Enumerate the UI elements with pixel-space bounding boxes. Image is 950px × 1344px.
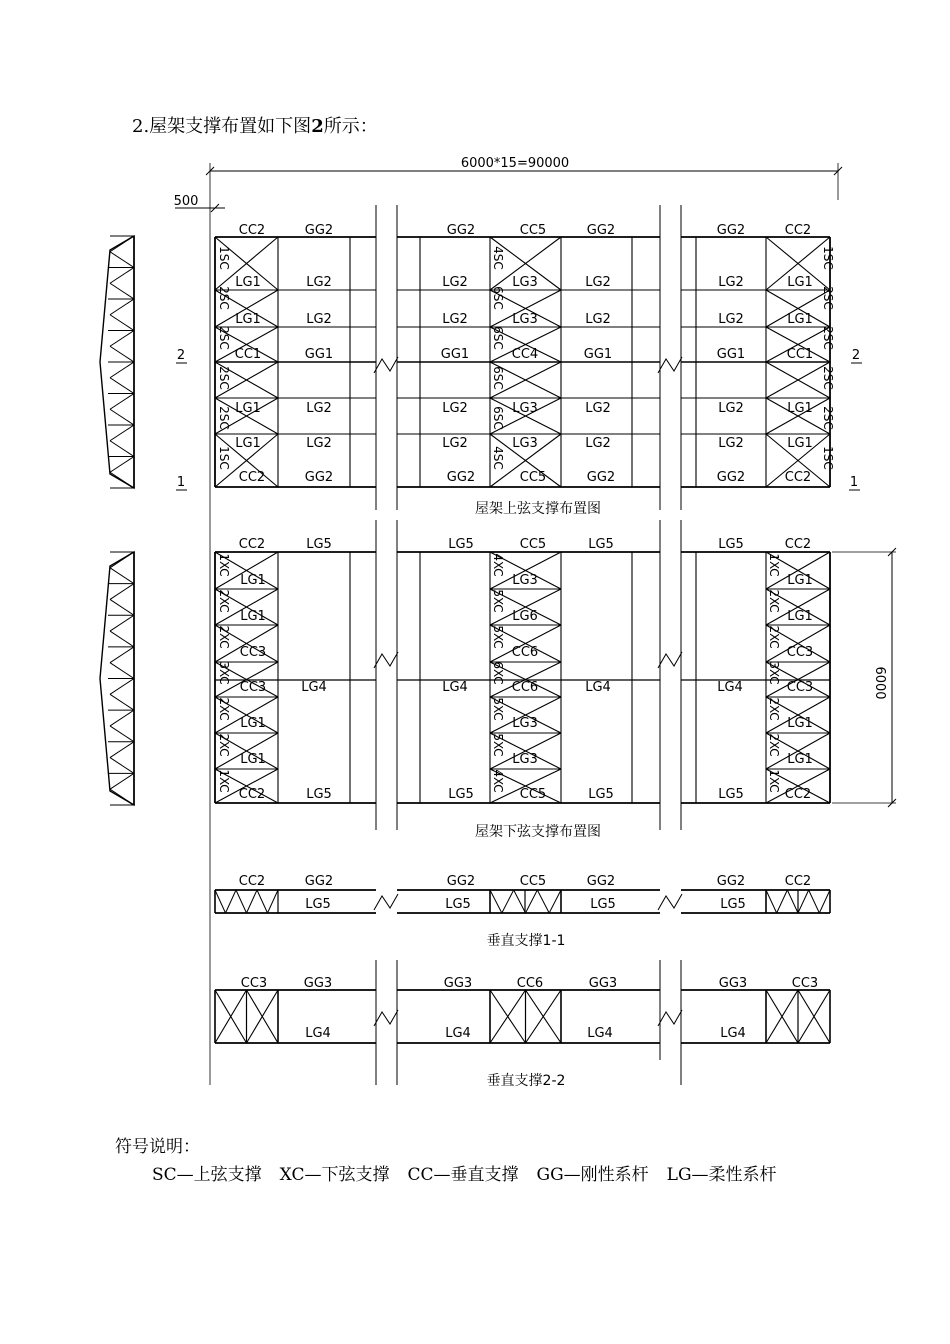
- truss-member: [110, 599, 134, 615]
- bottom-brace-code-left: 2XC: [217, 697, 231, 721]
- top-brace-code-right: 2SC: [821, 286, 835, 310]
- bottom-footer-label: CC2: [238, 787, 266, 802]
- truss-member: [110, 647, 134, 663]
- break-symbol: [658, 652, 682, 668]
- top-row-label: LG2: [585, 312, 611, 327]
- bottom-left-row-label: CC3: [239, 645, 267, 660]
- section-mark-1-left: 1: [176, 475, 186, 490]
- top-row-label: LG2: [585, 436, 611, 451]
- truss-member: [110, 346, 134, 362]
- bottom-brace-code-mid: 4XC: [491, 553, 505, 577]
- caption-vert22: 垂直支撑2-2: [486, 1073, 566, 1089]
- top-brace-code-left: 2SC: [217, 406, 231, 430]
- bottom-header-label: CC2: [238, 537, 266, 552]
- break-symbol: [374, 652, 398, 668]
- bottom-brace-code-mid: 5XC: [491, 625, 505, 649]
- bottom-brace-code-right: 1XC: [767, 553, 781, 577]
- top-row-label: LG2: [718, 436, 744, 451]
- bottom-right-row-label: LG1: [787, 716, 813, 731]
- bottom-brace-code-right: 2XC: [767, 697, 781, 721]
- bottom-footer-label: LG5: [718, 787, 744, 802]
- bottom-mid-row-label: LG3: [512, 752, 538, 767]
- vert22-bottom-label: LG4: [445, 1026, 471, 1041]
- bottom-brace-code-right: 1XC: [767, 769, 781, 793]
- top-row-label: LG2: [306, 312, 332, 327]
- bottom-mid-row-label: CC6: [511, 645, 539, 660]
- truss-member: [110, 789, 134, 805]
- intro-prefix: 2.屋架支撑布置如下图: [132, 116, 312, 137]
- top-brace-code-right: 2SC: [821, 406, 835, 430]
- bottom-mid-label: CC6: [511, 680, 539, 695]
- top-row-label: GG1: [716, 347, 746, 362]
- vert11-web: [526, 890, 538, 913]
- top-brace-code-mid: 6SC: [491, 406, 505, 430]
- top-row-label: LG1: [787, 312, 813, 327]
- bottom-header-label: CC2: [784, 537, 812, 552]
- vert11-web: [268, 890, 279, 913]
- vert22-top-label: CC6: [516, 976, 544, 991]
- top-row-label: LG3: [512, 401, 538, 416]
- dimension-height-label: 6000: [872, 666, 887, 700]
- top-row-label: LG3: [512, 275, 538, 290]
- truss-member: [110, 394, 134, 410]
- truss-member: [110, 663, 134, 679]
- truss-member: [110, 584, 134, 600]
- top-row-label: LG2: [306, 275, 332, 290]
- top-brace-code-left: 2SC: [217, 366, 231, 390]
- bottom-brace-code-right: 2XC: [767, 589, 781, 613]
- intro-suffix: 所示：: [323, 116, 378, 137]
- legend-item-lg: LG—柔性系杆: [666, 1165, 777, 1185]
- top-row-label: LG2: [585, 401, 611, 416]
- bottom-right-row-label: LG1: [787, 609, 813, 624]
- truss-member: [110, 378, 134, 394]
- truss-member: [110, 425, 134, 441]
- bottom-brace-code-left: 1XC: [217, 769, 231, 793]
- intro-figure-number: 2: [311, 116, 324, 137]
- bottom-right-row-label: CC3: [786, 645, 814, 660]
- truss-member: [110, 726, 134, 742]
- legend-item-cc: CC—垂直支撑: [407, 1165, 519, 1185]
- top-brace-code-right: 2SC: [821, 326, 835, 350]
- bottom-mid-label: LG4: [585, 680, 611, 695]
- top-row-label: LG2: [306, 401, 332, 416]
- vert11-bottom-label: LG5: [590, 897, 616, 912]
- top-footer-label: GG2: [304, 470, 334, 485]
- vert22-top-label: GG3: [303, 976, 333, 991]
- top-brace-code-left: 2SC: [217, 326, 231, 350]
- vert22-top-label: CC3: [791, 976, 819, 991]
- top-row-label: LG1: [235, 312, 261, 327]
- top-row-label: LG1: [235, 275, 261, 290]
- bottom-brace-code-left: 1XC: [217, 553, 231, 577]
- truss-member: [110, 441, 134, 457]
- bottom-mid-row-label: LG6: [512, 609, 538, 624]
- vert11-web: [502, 890, 514, 913]
- bottom-brace-code-right: 2XC: [767, 733, 781, 757]
- top-row-label: LG2: [442, 275, 468, 290]
- legend-item-sc: SC—上弦支撑: [152, 1165, 262, 1185]
- top-footer-label: GG2: [716, 470, 746, 485]
- top-row-label: LG1: [787, 401, 813, 416]
- break-symbol: [658, 894, 682, 910]
- bottom-header-label: LG5: [718, 537, 744, 552]
- bottom-footer-label: LG5: [306, 787, 332, 802]
- vert11-bottom-label: LG5: [305, 897, 331, 912]
- top-header-label: CC2: [784, 223, 812, 238]
- vert11-web: [766, 890, 777, 913]
- truss-member: [110, 568, 134, 584]
- top-brace-code-mid: 6SC: [491, 326, 505, 350]
- caption-vert11: 垂直支撑1-1: [486, 933, 566, 949]
- bottom-mid-label: LG4: [442, 680, 468, 695]
- vert11-web: [257, 890, 268, 913]
- top-row-label: LG2: [718, 401, 744, 416]
- bottom-brace-code-left: 2XC: [217, 625, 231, 649]
- vert11-top-label: GG2: [716, 874, 746, 889]
- vert22-bottom-label: LG4: [305, 1026, 331, 1041]
- vert11-top-label: CC2: [784, 874, 812, 889]
- truss-member: [110, 299, 134, 315]
- caption-top-plan: 屋架上弦支撑布置图: [475, 501, 601, 517]
- truss-member: [110, 252, 134, 268]
- bottom-brace-code-mid: 5XC: [491, 733, 505, 757]
- bottom-footer-label: CC2: [784, 787, 812, 802]
- legend-title: 符号说明：: [115, 1137, 200, 1157]
- vert11-top-label: GG2: [304, 874, 334, 889]
- bottom-left-row-label: LG1: [240, 609, 266, 624]
- break-symbol: [374, 357, 398, 373]
- bottom-brace-code-right: 3XC: [767, 661, 781, 685]
- bottom-footer-label: CC5: [519, 787, 547, 802]
- truss-member: [110, 710, 134, 726]
- vert22-top-label: GG3: [588, 976, 618, 991]
- vert11-web: [215, 890, 226, 913]
- top-row-label: LG2: [306, 436, 332, 451]
- top-header-label: CC5: [519, 223, 547, 238]
- truss-member: [110, 773, 134, 789]
- top-row-label: LG2: [442, 436, 468, 451]
- vert22-top-label: CC3: [240, 976, 268, 991]
- top-row-label: LG2: [718, 312, 744, 327]
- bottom-left-row-label: LG1: [240, 752, 266, 767]
- bottom-brace-code-mid: 5XC: [491, 589, 505, 613]
- bottom-mid-label: CC3: [786, 680, 814, 695]
- vert11-web: [514, 890, 526, 913]
- truss-member: [110, 409, 134, 425]
- truss-member: [110, 679, 134, 695]
- truss-member: [110, 283, 134, 299]
- vert11-top-label: GG2: [586, 874, 616, 889]
- bottom-mid-row-label: LG3: [512, 716, 538, 731]
- bottom-brace-code-right: 2XC: [767, 625, 781, 649]
- top-footer-label: GG2: [586, 470, 616, 485]
- top-row-label: LG3: [512, 312, 538, 327]
- break-symbol: [374, 894, 398, 910]
- vert22-bottom-label: LG4: [720, 1026, 746, 1041]
- vert11-web: [777, 890, 788, 913]
- truss-member: [110, 315, 134, 331]
- top-brace-code-mid: 4SC: [491, 446, 505, 470]
- bottom-mid-row-label: LG3: [512, 573, 538, 588]
- bottom-left-row-label: LG1: [240, 716, 266, 731]
- bottom-right-row-label: LG1: [787, 752, 813, 767]
- section-mark-2-right: 2: [851, 348, 861, 363]
- dimension-total-label: 6000*15=90000: [460, 156, 570, 171]
- truss-member: [110, 236, 134, 252]
- top-row-label: LG2: [718, 275, 744, 290]
- top-brace-code-mid: 6SC: [491, 366, 505, 390]
- legend-item-xc: XC—下弦支撑: [279, 1165, 390, 1185]
- break-symbol: [374, 1010, 398, 1026]
- top-row-label: LG1: [235, 401, 261, 416]
- top-footer-label: CC2: [238, 470, 266, 485]
- top-row-label: LG1: [235, 436, 261, 451]
- bottom-mid-label: LG4: [301, 680, 327, 695]
- top-footer-label: CC2: [784, 470, 812, 485]
- bottom-brace-code-left: 2XC: [217, 589, 231, 613]
- bottom-footer-label: LG5: [448, 787, 474, 802]
- vert11-web: [226, 890, 237, 913]
- truss-member: [110, 362, 134, 378]
- bottom-header-label: LG5: [588, 537, 614, 552]
- vert11-web: [549, 890, 561, 913]
- vert11-bottom-label: LG5: [445, 897, 471, 912]
- section-mark-1-right: 1: [849, 475, 859, 490]
- top-brace-code-right: 1SC: [821, 446, 835, 470]
- truss-member: [110, 552, 134, 568]
- vert11-web: [787, 890, 798, 913]
- top-row-label: CC4: [511, 347, 539, 362]
- top-brace-code-left: 1SC: [217, 246, 231, 270]
- bottom-mid-label: CC3: [239, 680, 267, 695]
- caption-bottom-plan: 屋架下弦支撑布置图: [475, 824, 601, 840]
- truss-member: [110, 331, 134, 347]
- top-header-label: GG2: [716, 223, 746, 238]
- vert22-top-label: GG3: [443, 976, 473, 991]
- bottom-brace-code-mid: 4XC: [491, 769, 505, 793]
- top-footer-label: GG2: [446, 470, 476, 485]
- vert11-web: [809, 890, 820, 913]
- vert11-top-label: CC2: [238, 874, 266, 889]
- top-row-label: GG1: [304, 347, 334, 362]
- top-row-label: LG2: [585, 275, 611, 290]
- truss-member: [110, 457, 134, 473]
- truss-member: [110, 631, 134, 647]
- top-row-label: GG1: [583, 347, 613, 362]
- bottom-mid-label: LG4: [717, 680, 743, 695]
- break-symbol: [658, 1010, 682, 1026]
- bottom-brace-code-mid: 6XC: [491, 661, 505, 685]
- top-brace-code-right: 1SC: [821, 246, 835, 270]
- top-row-label: LG3: [512, 436, 538, 451]
- vert22-bottom-label: LG4: [587, 1026, 613, 1041]
- dimension-edge-label: 500: [173, 194, 199, 209]
- vert11-web: [490, 890, 502, 913]
- top-header-label: CC2: [238, 223, 266, 238]
- vert11-top-label: GG2: [446, 874, 476, 889]
- vert11-web: [537, 890, 549, 913]
- section-mark-2-left: 2: [176, 348, 186, 363]
- vert11-web: [247, 890, 258, 913]
- top-brace-code-right: 2SC: [821, 366, 835, 390]
- top-footer-label: CC5: [519, 470, 547, 485]
- vert11-top-label: CC5: [519, 874, 547, 889]
- truss-member: [110, 615, 134, 631]
- bottom-header-label: LG5: [306, 537, 332, 552]
- top-row-label: CC1: [786, 347, 814, 362]
- vert11-web: [819, 890, 830, 913]
- truss-member: [110, 694, 134, 710]
- top-header-label: GG2: [586, 223, 616, 238]
- top-row-label: GG1: [440, 347, 470, 362]
- top-header-label: GG2: [446, 223, 476, 238]
- top-brace-code-left: 2SC: [217, 286, 231, 310]
- truss-member: [110, 758, 134, 774]
- bottom-brace-code-left: 3XC: [217, 661, 231, 685]
- top-brace-code-mid: 4SC: [491, 246, 505, 270]
- legend-item-gg: GG—刚性系杆: [536, 1165, 649, 1185]
- bottom-footer-label: LG5: [588, 787, 614, 802]
- bottom-right-row-label: LG1: [787, 573, 813, 588]
- bottom-left-row-label: LG1: [240, 573, 266, 588]
- top-brace-code-mid: 6SC: [491, 286, 505, 310]
- legend-list: [152, 1160, 795, 1185]
- truss-member: [110, 268, 134, 284]
- bottom-brace-code-left: 2XC: [217, 733, 231, 757]
- vert11-bottom-label: LG5: [720, 897, 746, 912]
- top-header-label: GG2: [304, 223, 334, 238]
- top-row-label: LG1: [787, 275, 813, 290]
- bottom-header-label: LG5: [448, 537, 474, 552]
- top-brace-code-left: 1SC: [217, 446, 231, 470]
- vert11-web: [236, 890, 247, 913]
- top-row-label: LG2: [442, 312, 468, 327]
- bottom-header-label: CC5: [519, 537, 547, 552]
- top-row-label: LG1: [787, 436, 813, 451]
- top-row-label: CC1: [234, 347, 262, 362]
- truss-member: [110, 742, 134, 758]
- vert22-top-label: GG3: [718, 976, 748, 991]
- bottom-brace-code-mid: 5XC: [491, 697, 505, 721]
- vert11-web: [798, 890, 809, 913]
- truss-member: [110, 472, 134, 488]
- break-symbol: [658, 357, 682, 373]
- top-row-label: LG2: [442, 401, 468, 416]
